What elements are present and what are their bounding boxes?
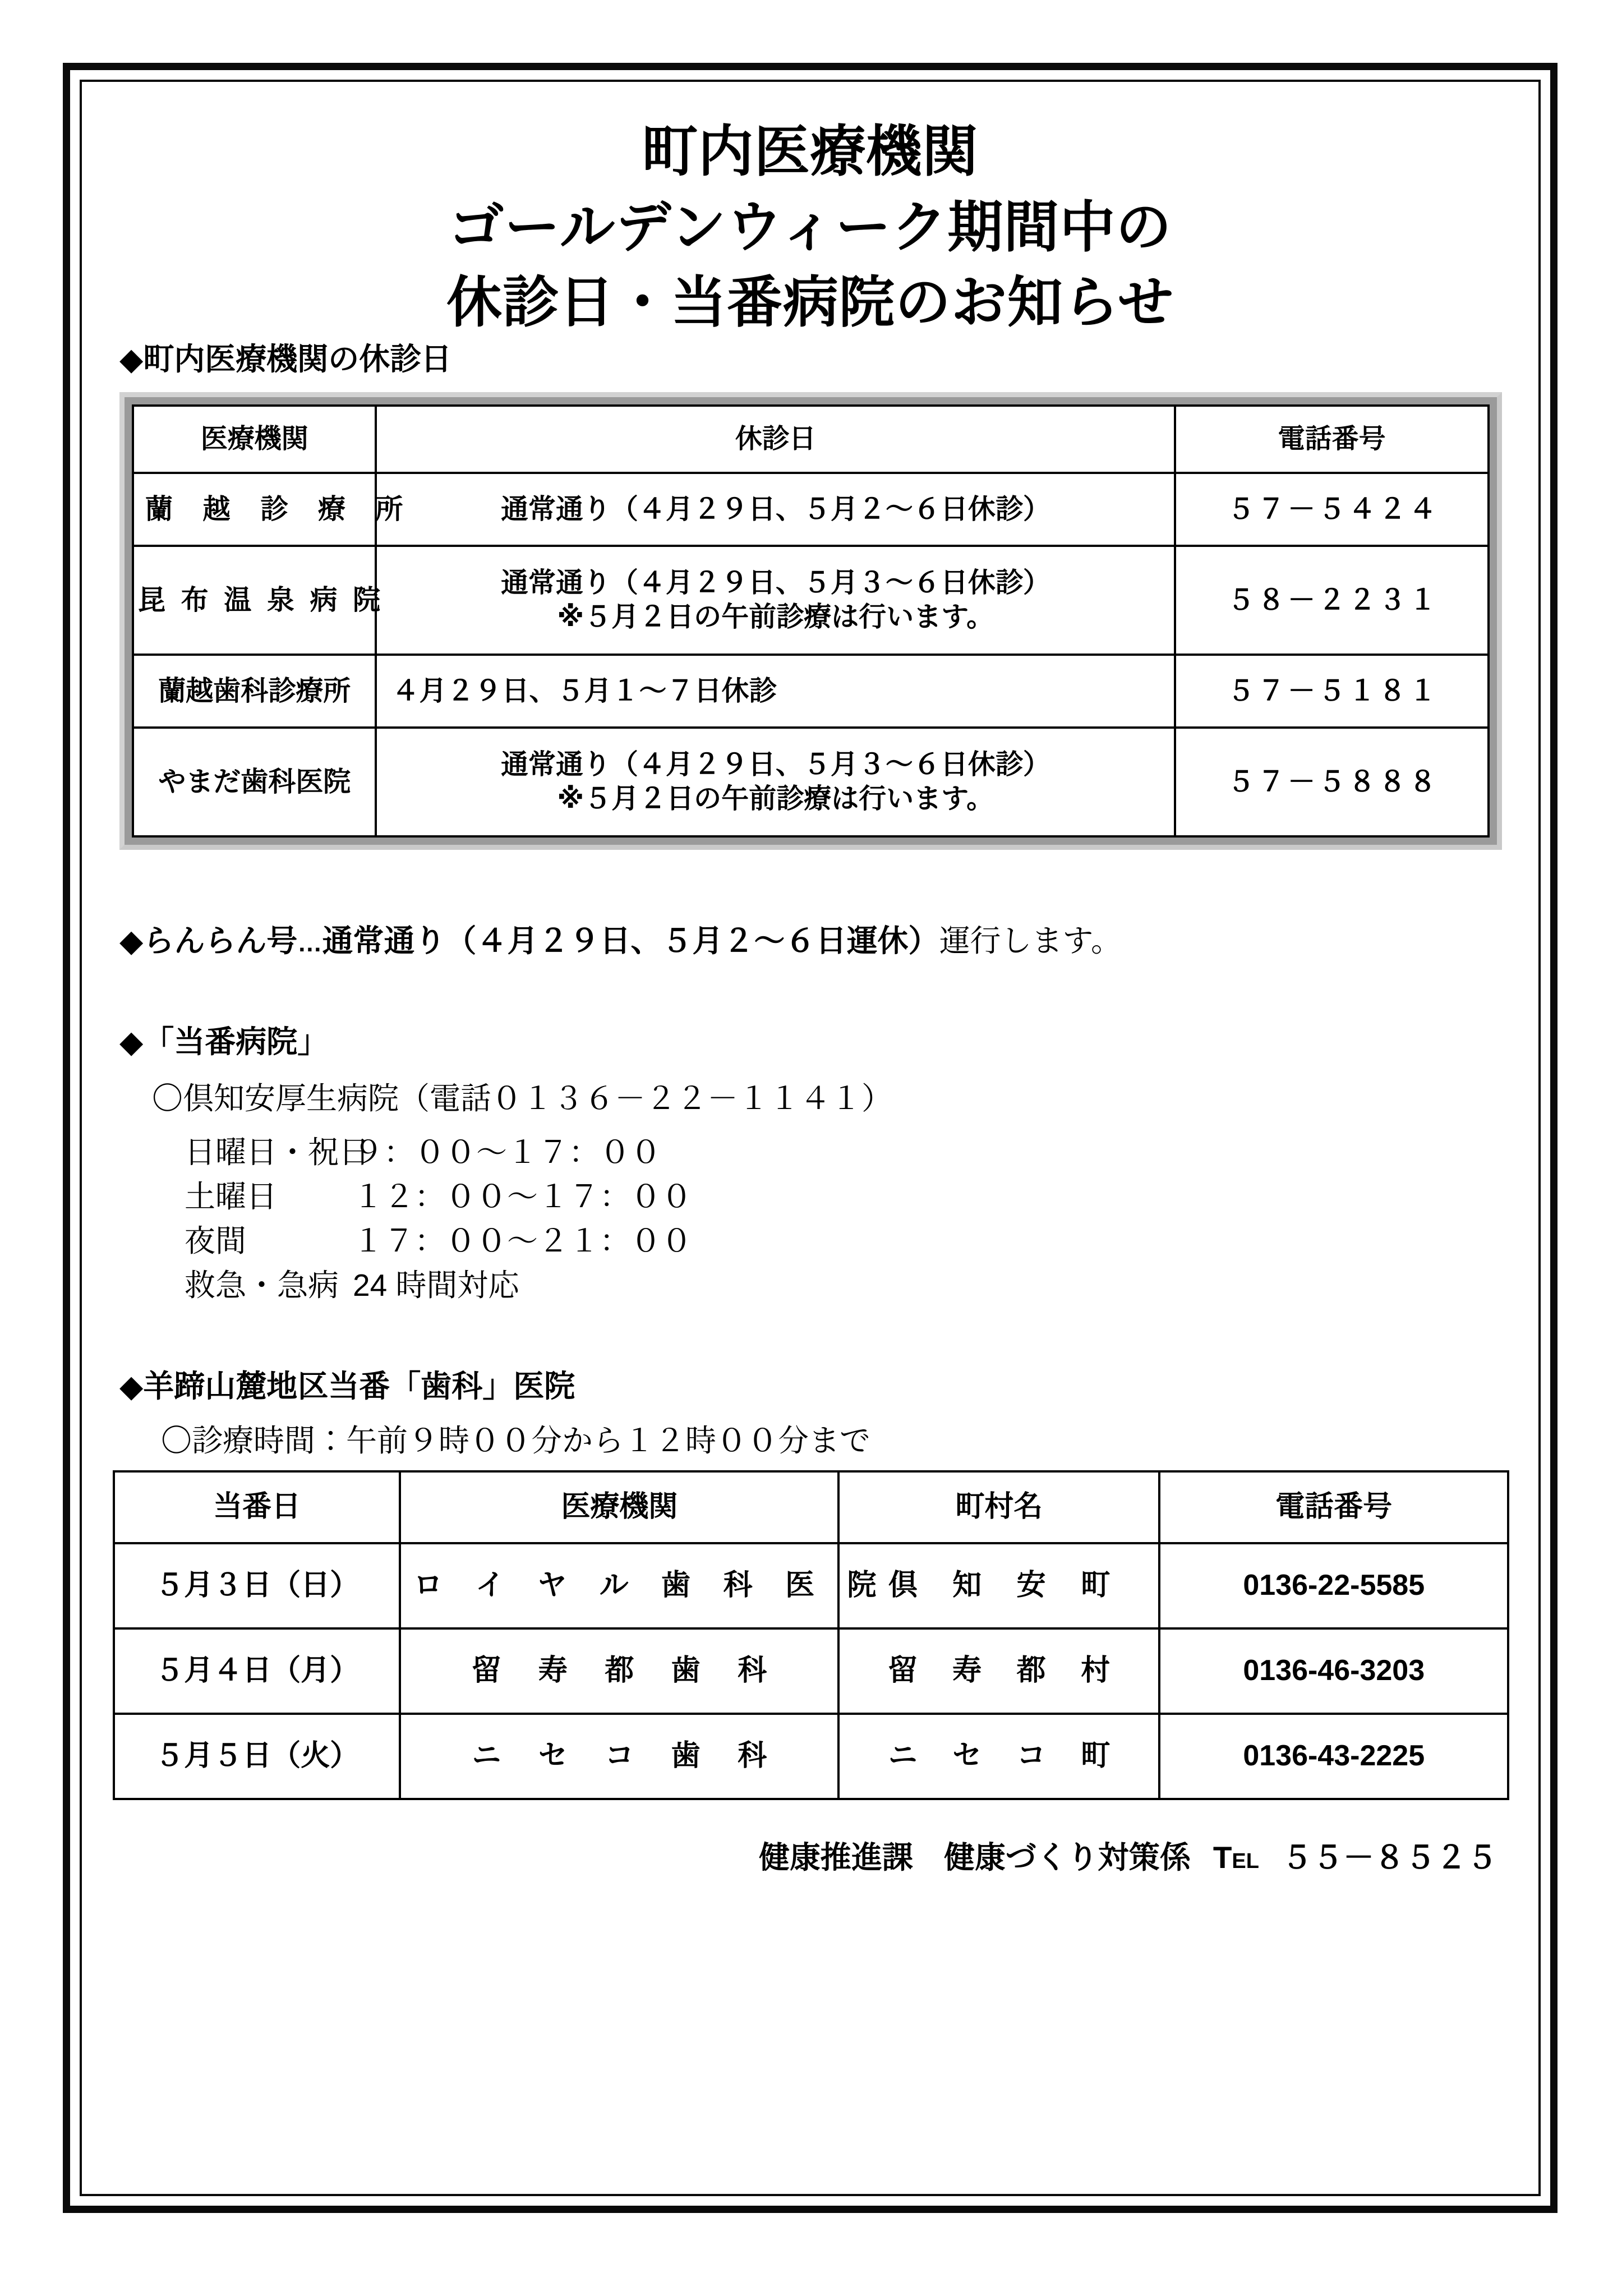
title-line-3: 休診日・当番病院のお知らせ [446, 271, 1174, 334]
cell-town: 倶 知 安 町 [888, 1569, 1124, 1602]
cell-closed-days: 通常通り（４月２９日、５月２～６日休診） [500, 494, 1050, 524]
section-heading-duty-dental: ◆羊蹄山麓地区当番「歯科」医院 [119, 1368, 575, 1404]
cell-institution: 留 寿 都 歯 科 [472, 1654, 782, 1687]
closed-days-table [132, 404, 1490, 838]
hours-label: 救急・急病 [185, 1268, 339, 1303]
hours-label: 土曜日 [185, 1179, 278, 1214]
ranran-bus-notice [119, 916, 1510, 960]
hours-row [185, 1219, 1510, 1263]
table-row [133, 655, 1489, 728]
footer-tel-number: ５５－８５２５ [1281, 1839, 1497, 1875]
col-header-phone: 電話番号 [1175, 406, 1489, 473]
cell-closed-days: ４月２９日、５月１～７日休診 [391, 675, 777, 706]
section-heading-closed-days: ◆町内医療機関の休診日 [119, 341, 452, 376]
closed-days-table-frame-inner [130, 402, 1492, 840]
col-header-institution: 医療機関 [400, 1471, 838, 1543]
table-row [133, 546, 1489, 655]
closed-days-line-2: ※５月２日の午前診療は行います。 [557, 601, 994, 632]
hours-row [185, 1175, 1510, 1219]
cell-institution: ニ セ コ 歯 科 [472, 1740, 782, 1773]
cell-closed-days [377, 566, 1174, 634]
col-header-phone: 電話番号 [1159, 1471, 1508, 1543]
table-row [114, 1543, 1508, 1628]
cell-phone: 0136-22-5585 [1159, 1543, 1508, 1628]
duty-hospital-hours-list [185, 1130, 1510, 1308]
cell-town: 留 寿 都 村 [888, 1654, 1124, 1687]
footer-department: 健康推進課 健康づくり対策係 [758, 1839, 1191, 1875]
cell-institution: 蘭 越 診 療 所 [145, 494, 414, 524]
cell-institution: 昆 布 温 泉 病 院 [138, 585, 385, 615]
closed-days-line-1: 通常通り（４月２９日、５月３～６日休診） [500, 568, 1050, 599]
hours-row [185, 1130, 1510, 1175]
cell-duty-date: ５月３日（日） [114, 1543, 400, 1628]
closed-days-line-1: 通常通り（４月２９日、５月３～６日休診） [500, 749, 1050, 780]
closed-days-line-2: ※５月２日の午前診療は行います。 [557, 783, 994, 814]
table-header-row [133, 406, 1489, 473]
cell-phone: ５８－２２３１ [1227, 585, 1440, 615]
cell-town: ニ セ コ 町 [888, 1740, 1124, 1773]
cell-phone: 0136-46-3203 [1159, 1628, 1508, 1714]
col-header-duty-date: 当番日 [114, 1471, 400, 1543]
poster-content [70, 70, 1550, 2206]
table-row [114, 1628, 1508, 1714]
col-header-town: 町村名 [838, 1471, 1159, 1543]
cell-phone: 0136-43-2225 [1159, 1714, 1508, 1799]
tel-icon: TEL [1213, 1839, 1259, 1875]
table-header-row [114, 1471, 1508, 1543]
hours-value: １２：００～１７：００ [353, 1179, 693, 1214]
ranran-bold-part: 通常通り（４月２９日、５月２～６日運休） [322, 923, 939, 958]
hours-value: ９：００～１７：００ [353, 1134, 662, 1170]
table-row [114, 1714, 1508, 1799]
hours-label: 夜間 [185, 1223, 247, 1259]
poster-frame [63, 63, 1558, 2213]
closed-days-table-frame [119, 392, 1502, 850]
page-title [110, 114, 1510, 341]
ranran-ellipsis: … [297, 929, 322, 957]
hours-value: １７：００～２１：００ [353, 1223, 693, 1259]
hours-row [185, 1263, 1510, 1308]
col-header-institution: 医療機関 [133, 406, 376, 473]
title-line-1: 町内医療機関 [642, 120, 979, 182]
cell-phone: ５７－５８８８ [1227, 766, 1440, 797]
table-row [133, 728, 1489, 836]
table-row [133, 473, 1489, 546]
ranran-tail: 運行します。 [939, 923, 1122, 958]
ranran-name: らんらん号 [143, 923, 298, 958]
hours-label: 日曜日・祝日 [185, 1134, 370, 1170]
cell-duty-date: ５月５日（火） [114, 1714, 400, 1799]
section-heading-duty-hospital: ◆「当番病院」 [119, 1024, 329, 1059]
duty-dental-table-frame [113, 1470, 1509, 1800]
cell-institution: やまだ歯科医院 [158, 766, 351, 797]
cell-institution: 蘭越歯科診療所 [158, 675, 351, 706]
cell-closed-days [377, 748, 1174, 816]
ranran-diamond: ◆ [119, 923, 144, 958]
footer-contact [110, 1833, 1510, 1877]
cell-institution: ロ イ ヤ ル 歯 科 医 院 [413, 1569, 889, 1602]
title-line-2: ゴールデンウィーク期間中の [448, 195, 1172, 258]
cell-duty-date: ５月４日（月） [114, 1628, 400, 1714]
cell-phone: ５７－５１８１ [1227, 675, 1440, 706]
cell-phone: ５７－５４２４ [1227, 494, 1440, 524]
duty-dental-table [113, 1470, 1509, 1800]
hours-value: 24 時間対応 [353, 1268, 519, 1303]
col-header-closed-days: 休診日 [376, 406, 1175, 473]
duty-dental-hours-note: 〇診療時間：午前９時００分から１２時００分まで [161, 1423, 871, 1458]
duty-hospital-name: 〇倶知安厚生病院（電話０１３６－２２－１１４１） [152, 1080, 893, 1116]
